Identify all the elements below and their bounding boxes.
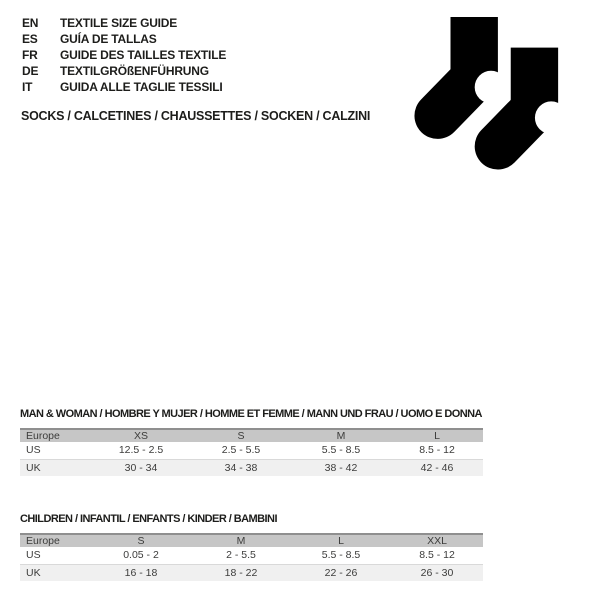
language-code: DE	[22, 64, 39, 78]
column-header-cell: M	[291, 429, 391, 442]
language-row	[22, 31, 226, 47]
language-label: GUÍA DE TALLAS	[60, 32, 157, 46]
size-value-cell: 30 - 34	[124, 461, 158, 474]
language-label: GUIDA ALLE TAGLIE TESSILI	[60, 80, 223, 94]
row-label-cell: UK	[26, 461, 41, 474]
size-value-cell: 0.05 - 2	[91, 547, 191, 564]
size-table-head	[20, 429, 483, 442]
language-code: FR	[22, 48, 38, 62]
column-header-cell: S	[191, 429, 291, 442]
table-row	[20, 442, 483, 459]
column-header-cell: Europe	[20, 429, 91, 442]
language-code: IT	[22, 80, 33, 94]
row-label-cell: US	[20, 547, 91, 564]
size-table-block	[20, 512, 483, 581]
table-row	[20, 459, 483, 476]
language-list	[22, 15, 226, 95]
size-table	[20, 533, 483, 581]
language-label: GUIDE DES TAILLES TEXTILE	[60, 48, 227, 62]
size-table-body	[20, 442, 483, 476]
language-code: EN	[22, 16, 39, 30]
table-row	[20, 564, 483, 581]
column-header-cell: XS	[91, 429, 191, 442]
size-value-cell: 42 - 46	[420, 461, 454, 474]
size-value-cell: 18 - 22	[224, 566, 258, 579]
size-value-cell: 2.5 - 5.5	[191, 442, 291, 459]
language-label: TEXTILGRÖßENFÜHRUNG	[60, 64, 209, 78]
size-table-body	[20, 547, 483, 581]
size-value-cell: 16 - 18	[124, 566, 158, 579]
size-value-cell: 2 - 5.5	[191, 547, 291, 564]
size-table-block	[20, 407, 483, 476]
row-label-cell: US	[20, 442, 91, 459]
column-header-cell: XXL	[391, 534, 483, 547]
size-value-cell: 12.5 - 2.5	[91, 442, 191, 459]
sock-back	[438, 17, 508, 116]
column-header-cell: L	[391, 429, 483, 442]
size-value-cell: 8.5 - 12	[391, 442, 483, 459]
size-table-head	[20, 534, 483, 547]
language-label: TEXTILE SIZE GUIDE	[60, 16, 178, 30]
size-value-cell: 8.5 - 12	[391, 547, 483, 564]
column-header-cell: M	[191, 534, 291, 547]
category-title: SOCKS / CALCETINES / CHAUSSETTES / SOCKEN / CALZINI	[21, 109, 371, 123]
table-row	[20, 547, 483, 564]
language-row	[22, 63, 226, 79]
size-value-cell: 34 - 38	[224, 461, 258, 474]
row-label-cell: UK	[26, 566, 41, 579]
size-table	[20, 428, 483, 476]
size-table-title: MAN & WOMAN / HOMBRE Y MUJER / HOMME ET FEMME / MANN UND FRAU / UOMO E DONNA	[20, 408, 482, 420]
column-header-cell: L	[291, 534, 391, 547]
language-row	[22, 15, 226, 31]
column-header-row	[20, 429, 483, 442]
size-value-cell: 22 - 26	[324, 566, 358, 579]
size-value-cell: 5.5 - 8.5	[291, 442, 391, 459]
language-row	[22, 79, 226, 95]
size-value-cell: 26 - 30	[420, 566, 454, 579]
size-value-cell: 38 - 42	[324, 461, 358, 474]
column-header-row	[20, 534, 483, 547]
column-header-cell: S	[91, 534, 191, 547]
size-table-title: CHILDREN / INFANTIL / ENFANTS / KINDER / BAMBINI	[20, 513, 277, 525]
size-value-cell: 5.5 - 8.5	[291, 547, 391, 564]
language-row	[22, 47, 226, 63]
sock-front	[498, 43, 568, 147]
column-header-cell: Europe	[20, 534, 91, 547]
socks-icon	[411, 17, 569, 173]
language-code: ES	[22, 32, 38, 46]
